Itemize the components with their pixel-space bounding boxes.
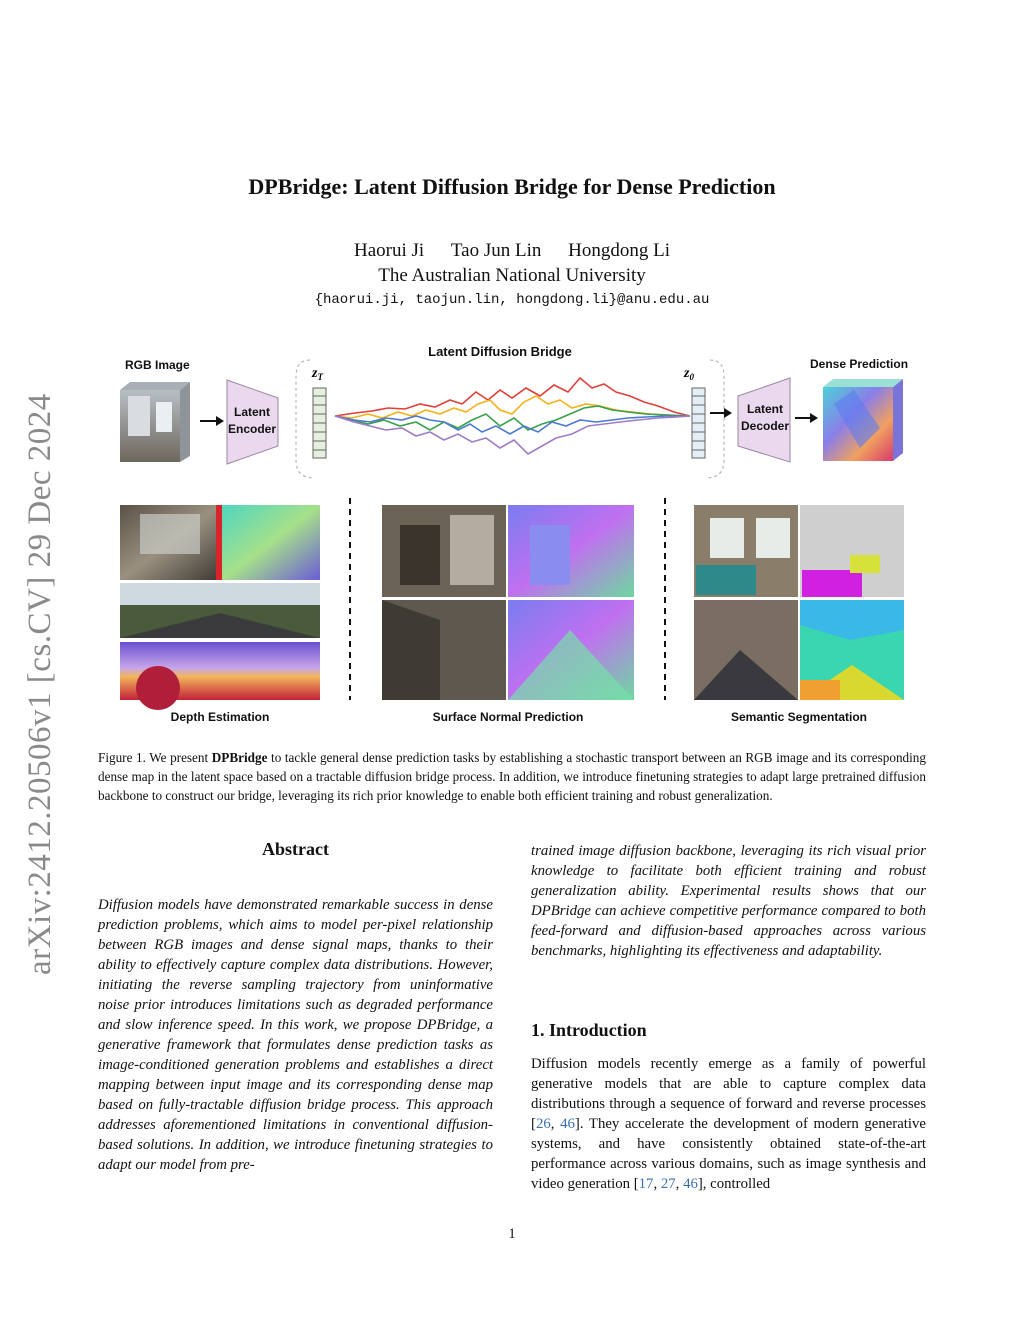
caption-prefix: Figure 1. We present xyxy=(98,750,212,765)
paper-title: DPBridge: Latent Diffusion Bridge for Dense Prediction xyxy=(248,174,776,199)
figure-1 xyxy=(110,330,920,730)
arrow-right-icon xyxy=(795,413,818,423)
bridge-title: Latent Diffusion Bridge xyxy=(428,344,572,359)
task-label-depth: Depth Estimation xyxy=(170,710,270,724)
citation-link[interactable]: 26 xyxy=(535,1116,551,1132)
task-label-normal: Surface Normal Prediction xyxy=(432,710,584,724)
introduction-heading: 1. Introduction xyxy=(531,1020,647,1040)
citation-link[interactable]: 17 xyxy=(638,1176,654,1192)
author-name: Tao Jun Lin xyxy=(450,240,542,261)
author-name: Hongdong Li xyxy=(568,240,671,261)
caption-bold: DPBridge xyxy=(211,750,268,765)
decoder-label-line2: Decoder xyxy=(740,419,790,433)
decoder-label-line1: Latent xyxy=(747,402,783,416)
dense-prediction-label: Dense Prediction xyxy=(810,357,909,371)
zt-label: $z_T$ xyxy=(312,366,323,382)
dense-prediction-image xyxy=(823,379,903,461)
author-name: Haorui Ji xyxy=(353,240,425,261)
arxiv-stamp: arXiv:2412.20506v1 [cs.CV] 29 Dec 2024 xyxy=(22,393,58,975)
citation-link[interactable]: 46 xyxy=(683,1176,698,1192)
encoder-label-line2: Encoder xyxy=(227,422,277,436)
depth-examples xyxy=(120,505,320,710)
citation-link[interactable]: 27 xyxy=(660,1176,676,1192)
abstract-heading: Abstract xyxy=(262,839,329,859)
caption-text: to tackle general dense prediction tasks by establishing a stochastic transport between an RGB image and its corresponding dense map in the latent space based on a tractable diffusion bridge process. In addition, we introduce finetuning strategies to adapt large pretrained diffusion backbone to construct our bridge, leveraging its rich prior knowledge to enable both efficient training and robust generalization. xyxy=(98,750,926,803)
page-number: 1 xyxy=(508,1226,516,1242)
task-label-segmentation: Semantic Segmentation xyxy=(730,710,868,724)
rgb-image xyxy=(120,382,190,462)
arrow-right-icon xyxy=(710,408,732,418)
author-email: {haorui.ji, taojun.lin, hongdong.li}@anu.edu.au xyxy=(314,292,710,308)
segmentation-examples xyxy=(694,505,904,700)
encoder-label-line1: Latent xyxy=(234,405,270,419)
latent-z0 xyxy=(692,388,705,458)
bridge-dashed-bracket xyxy=(296,360,724,478)
z0-label: $z_0$ xyxy=(684,366,694,382)
abstract-text-right: trained image diffusion backbone, leveraging its rich visual prior knowledge to facilitate both efficient training and robust generalization ability. Experimental results shows that our DPBridge can achieve competitive performance compared to both feed-forward and diffusion-based approaches across various benchmarks, highlighting its effectiveness and adaptability. xyxy=(531,843,926,959)
diffusion-trajectories xyxy=(335,378,690,454)
normal-examples xyxy=(382,505,634,700)
abstract-text-left: Diffusion models have demonstrated remarkable success in dense prediction problems, which aims to model per-pixel relationship between RGB images and dense signal maps, thanks to their ability to effectively capture complex data distributions. However, initiating the reverse sampling trajectory from uninformative noise prior introduces limitations such as degraded performance and slow inference speed. In this work, we propose DPBridge, a generative framework that formulates dense prediction tasks as image-conditioned generation problems and establishes a direct mapping between input image and its corresponding dense map based on fully-tractable diffusion bridge process. This approach addresses aforementioned limitations in conventional diffusion-based solutions. In addition, we introduce finetuning strategies to adapt our model from pre- xyxy=(98,897,493,1173)
arrow-right-icon xyxy=(200,416,224,426)
citation-link[interactable]: 46 xyxy=(560,1116,575,1132)
affiliation: The Australian National University xyxy=(378,265,646,286)
rgb-image-label: RGB Image xyxy=(125,358,190,372)
trajectory-red xyxy=(335,378,690,416)
author-list xyxy=(0,240,1024,262)
latent-zt xyxy=(313,388,326,458)
introduction-text: Diffusion models recently emerge as a family of powerful generative models that are able to capture complex data distributions through a sequence of forward and reverse processes [26, 46]. They accelerate the development of modern generative systems, and have consistently obtained state-of-the-art performance across various domains, such as image synthesis and video generation [17, 27, 46], controlled xyxy=(531,1056,926,1192)
figure-caption xyxy=(98,748,926,805)
